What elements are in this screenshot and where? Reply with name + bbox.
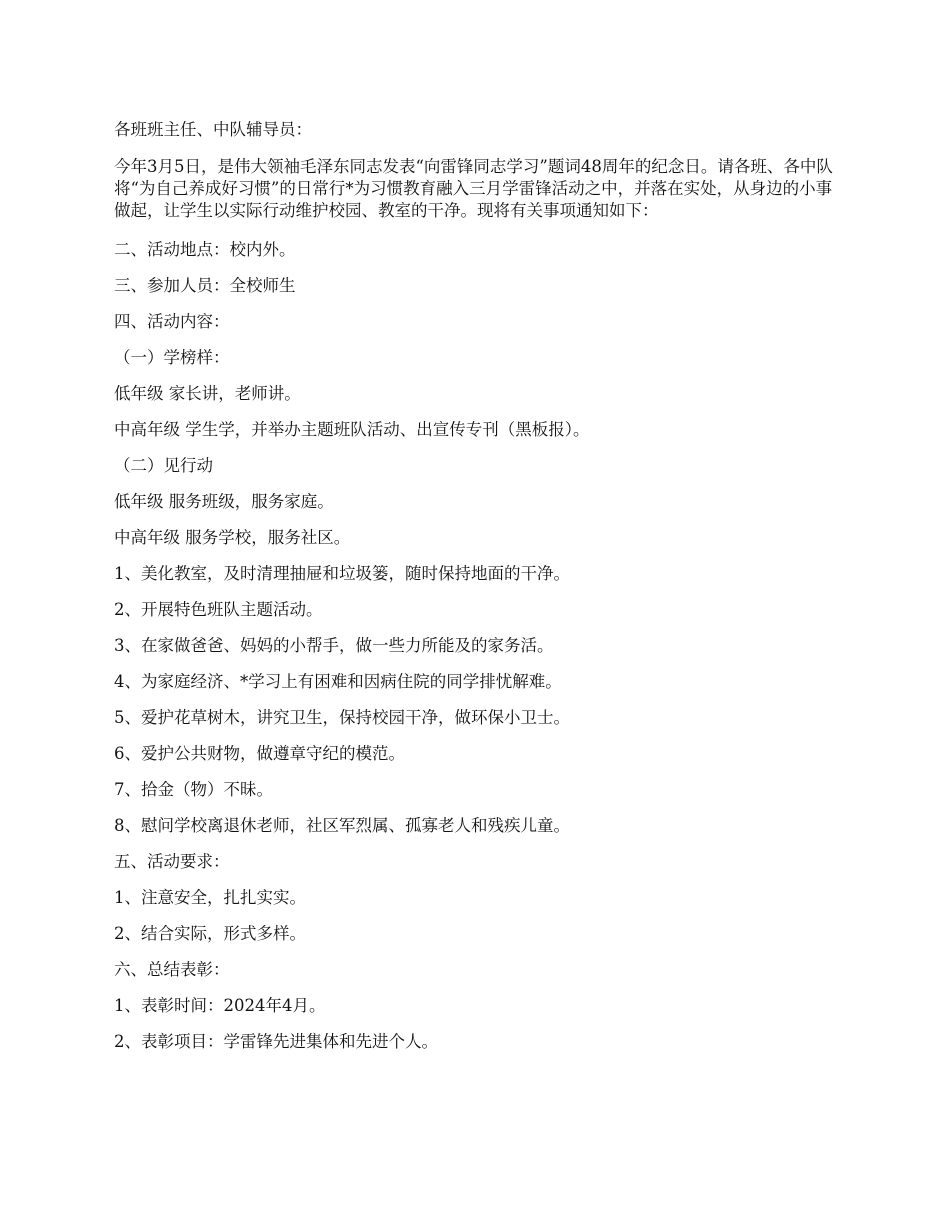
- action-item-8: 8、慰问学校离退休老师，社区军烈属、孤寡老人和残疾儿童。: [114, 816, 570, 835]
- action-item-4: 4、为家庭经济、*学习上有困难和因病住院的同学排忧解难。: [114, 672, 562, 691]
- subsection-action: （二）见行动: [114, 456, 213, 475]
- action-item-7: 7、拾金（物）不昧。: [114, 780, 273, 799]
- section-participants: 三、参加人员：全校师生: [114, 276, 296, 295]
- requirement-1: 1、注意安全，扎扎实实。: [114, 888, 306, 907]
- lower-grade-service: 低年级 服务班级，服务家庭。: [114, 492, 334, 511]
- greeting-line: 各班班主任、中队辅导员：: [114, 120, 312, 139]
- lower-grade-learning: 低年级 家长讲，老师讲。: [114, 384, 301, 403]
- action-item-6: 6、爱护公共财物，做遵章守纪的模范。: [114, 744, 405, 763]
- intro-paragraph: 今年3月5日，是伟大领袖毛泽东同志发表“向雷锋同志学习”题词48周年的纪念日。请各班、各中队将“为自己养成好习惯”的日常行*为习惯教育融入三月学雷锋活动之中，并落在实处，从身边的小事做起，让学生以实际行动维护校园、教室的干净。现将有关事项通知如下：: [114, 157, 833, 220]
- commendation-items: 2、表彰项目：学雷锋先进集体和先进个人。: [114, 1032, 438, 1051]
- action-item-5: 5、爱护花草树木，讲究卫生，保持校园干净，做环保小卫士。: [114, 708, 570, 727]
- subsection-role-models: （一）学榜样：: [114, 348, 230, 367]
- section-commendation: 六、总结表彰：: [114, 960, 230, 979]
- action-item-2: 2、开展特色班队主题活动。: [114, 600, 323, 619]
- upper-grade-service: 中高年级 服务学校，服务社区。: [114, 528, 351, 547]
- section-content-heading: 四、活动内容：: [114, 312, 230, 331]
- document-body: [114, 120, 844, 1068]
- section-location: 二、活动地点：校内外。: [114, 240, 296, 259]
- section-requirements: 五、活动要求：: [114, 852, 230, 871]
- action-item-3: 3、在家做爸爸、妈妈的小帮手，做一些力所能及的家务活。: [114, 636, 554, 655]
- action-item-1: 1、美化教室，及时清理抽屉和垃圾篓，随时保持地面的干净。: [114, 564, 570, 583]
- upper-grade-learning: 中高年级 学生学，并举办主题班队活动、出宣传专刊（黑板报）。: [114, 420, 590, 439]
- commendation-time: 1、表彰时间：2024年4月。: [114, 996, 326, 1015]
- requirement-2: 2、结合实际，形式多样。: [114, 924, 306, 943]
